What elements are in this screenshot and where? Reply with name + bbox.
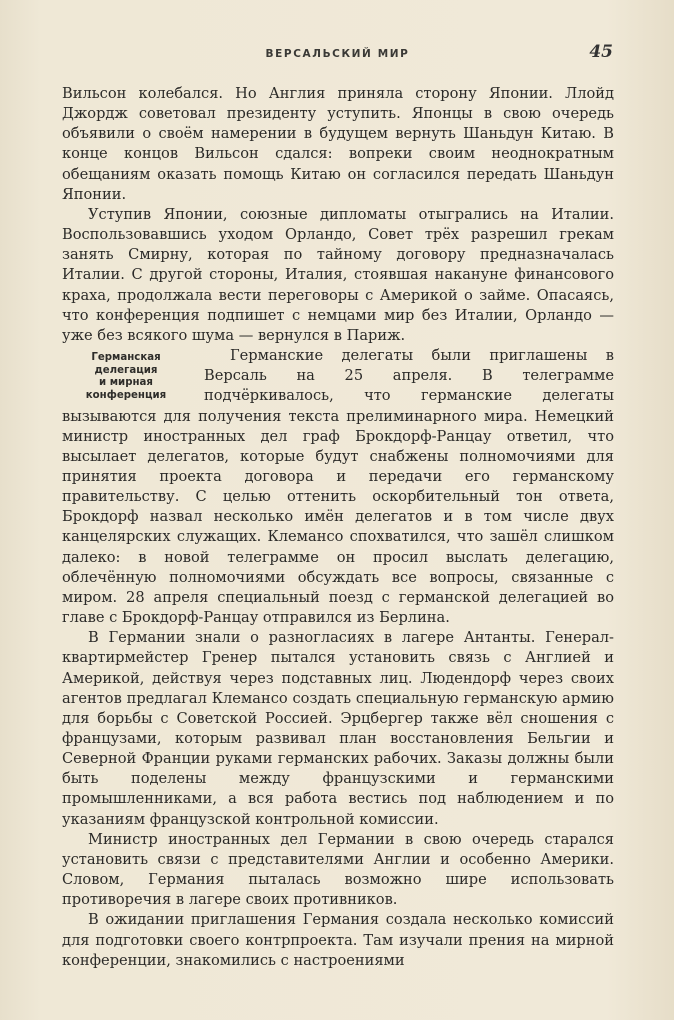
margin-heading [62, 352, 190, 402]
paragraph-italy: Уступив Японии, союзные дипломаты отыгрались на Италии. Воспользовавшись уходом Орландо, Совет трёх разрешил грекам занять Смирну, которая по тайному договору предназначалась Италии. С другой стороны, Италия, стоявшая накануне финансового краха, продолжала вести переговоры с Америкой о займе. Опасаясь, что конференция подпишет с немцами мир без Италии, Орландо — уже без всякого шума — вернулся в Париж. [62, 205, 614, 344]
paragraph-foreign-minister: Министр иностранных дел Германии в свою очередь старался установить связи с представителями Англии и особенно Америки. Словом, Германия пыталась возможно шире использовать противоречия в лагере своих противников. [62, 830, 614, 909]
paragraph-entente-disagreements: В Германии знали о разногласиях в лагере Антанты. Генерал-квартирмейстер Гренер пытался установить связь с Англией и Америкой, действуя через подставных лиц. Людендорф через своих агентов предлагал Клемансо создать специальную германскую армию для борьбы с Советской Россией. Эрцбергер также вёл сношения с французами, которым развивал план восстановления Бельгии и Северной Франции руками германских рабочих. Заказы должны были быть поделены между французскими и германскими промышленниками, а вся работа вестись под наблюдением и по указаниям французской контрольной комиссии. [62, 629, 614, 828]
paragraph-wilson: Вильсон колебался. Но Англия приняла сторону Японии. Ллойд Джордж советовал президенту уступить. Японцы в свою очередь объявили о своём намерении в будущем вернуть Шаньдун Китаю. В конце концов Вильсон сдался: вопреки своим неоднократным обещаниям оказать помощь Китаю он согласился передать Шаньдун Японии. [62, 85, 614, 203]
paragraph-delegates-invited: Германские делегаты были приглашены в Версаль на 25 апреля. В телеграмме подчёркивалось, что германские делегаты вызываются для получения текста прелиминарного мира. Немецкий министр иностранных дел граф Брокдорф-Ранцау ответил, что высылает делегатов, которые будут снабжены полномочиями для принятия проекта договора и передачи его германскому правительству. С целью оттенить оскорбительный тон ответа, Брокдорф назвал несколько имён делегатов и в том числе двух канцелярских служащих. Клемансо спохватился, что зашёл слишком далеко: в новой телеграмме он просил выслать делегацию, облечённую полномочиями обсуждать все вопросы, связанные с миром. 28 апреля специальный поезд с германской делегацией во главе с Брокдорф-Ранцау отправился из Берлина. [62, 347, 614, 627]
page-number: 45 [589, 42, 613, 62]
body-text [62, 84, 614, 971]
paragraph-commissions: В ожидании приглашения Германия создала несколько комиссий для подготовки своего контрпроекта. Там изучали прения на мирной конференции, знакомились с настроениями [62, 911, 614, 969]
margin-heading-line: конференция [85, 389, 167, 401]
margin-heading-line: и мирная [99, 377, 153, 389]
running-title: ВЕРСАЛЬСКИЙ МИР [265, 48, 410, 60]
running-head [60, 42, 615, 66]
margin-heading-line: Германская [91, 352, 161, 364]
section-german-delegation [62, 346, 614, 971]
margin-heading-line: делегация [94, 364, 158, 376]
